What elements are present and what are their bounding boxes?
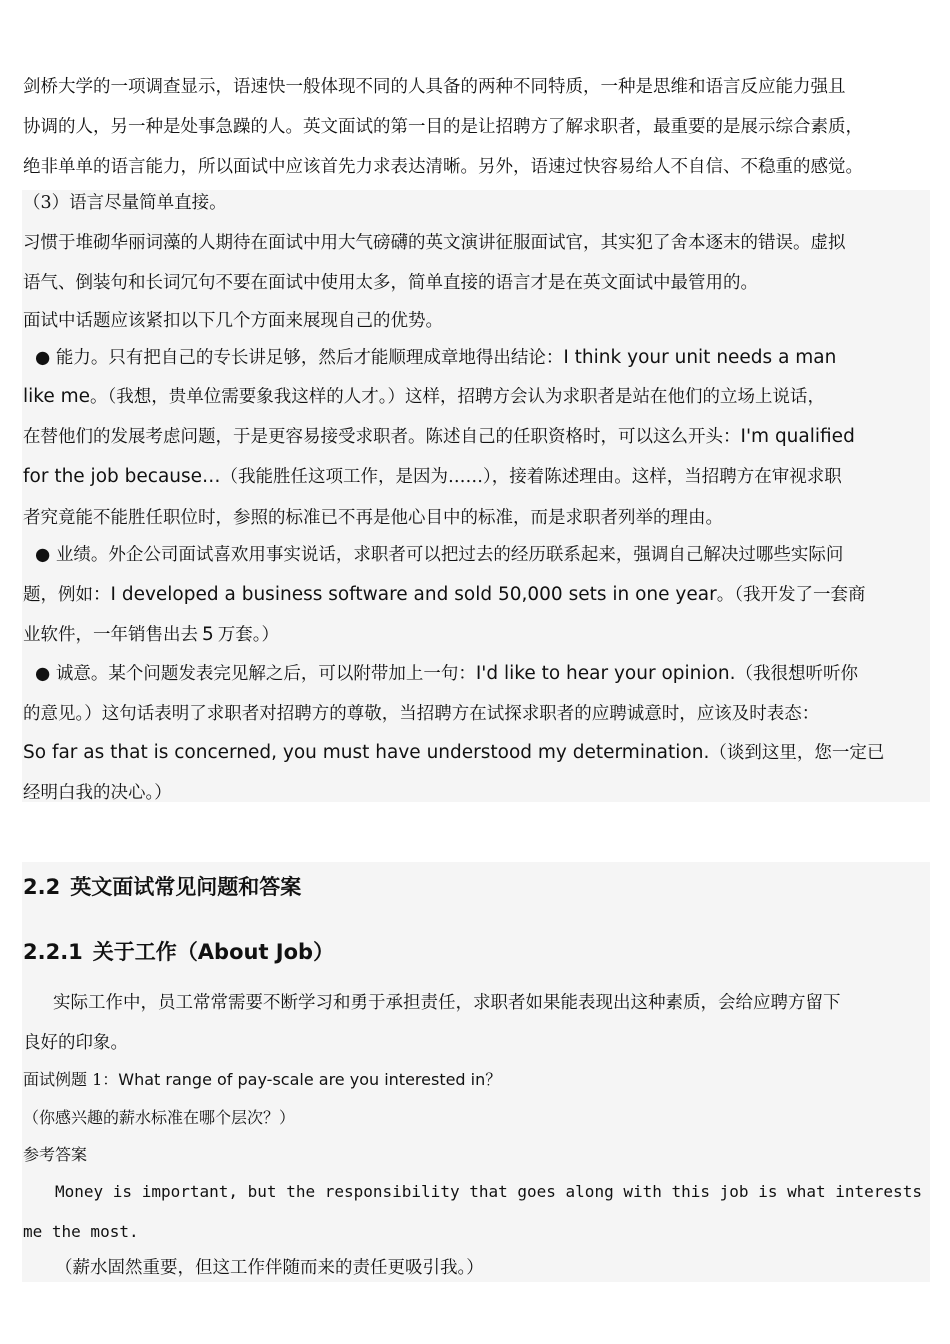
paragraph-line: 习惯于堆砌华丽词藻的人期待在面试中用大气磅礴的英文演讲征服面试官，其实犯了舍本逐末的错误。虚拟 [23,233,846,253]
bullet-line: for the job because…（我能胜任这项工作，是因为……），接着陈述理由。这样，当招聘方在审视求职 [23,466,842,487]
bullet-item-ability: ● 能力。只有把自己的专长讲足够，然后才能顺理成章地得出结论：I think your unit needs a man [35,347,837,368]
section-heading-2-2: 2.2 英文面试常见问题和答案 [23,875,302,899]
answer-line: Money is important, but the responsibility that goes along with this job is what interests [55,1182,922,1201]
paragraph-line: 语气、倒装句和长词冗句不要在面试中使用太多，简单直接的语言才是在英文面试中最管用的。 [23,273,758,293]
bullet-icon: ● [35,545,51,565]
bullet-icon: ● [35,348,51,368]
paragraph-line: 剑桥大学的一项调查显示，语速快一般体现不同的人具备的两种不同特质，一种是思维和语言反应能力强且 [23,77,846,97]
bullet-line: 者究竟能不能胜任职位时，参照的标准已不再是他心目中的标准，而是求职者列举的理由。 [23,508,723,528]
answer-translation: （薪水固然重要，但这工作伴随而来的责任更吸引我。） [55,1258,484,1278]
point-heading: （3）语言尽量简单直接。 [23,193,227,213]
paragraph-line: 协调的人，另一种是处事急躁的人。英文面试的第一目的是让招聘方了解求职者，最重要的是展示综合素质， [23,117,863,137]
answer-label: 参考答案 [23,1145,88,1164]
paragraph-line: 实际工作中，员工常常需要不断学习和勇于承担责任，求职者如果能表现出这种素质，会给应聘方留下 [53,993,841,1013]
paragraph-line: 绝非单单的语言能力，所以面试中应该首先力求表达清晰。另外，语速过快容易给人不自信、不稳重的感觉。 [23,157,863,177]
section-heading-2-2-1: 2.2.1 关于工作（About Job） [23,940,335,964]
intro-line: 面试中话题应该紧扣以下几个方面来展现自己的优势。 [23,311,443,331]
bullet-line: 经明白我的决心。） [23,783,172,803]
bullet-icon: ● [35,664,51,684]
bullet-item-achievement: ● 业绩。外企公司面试喜欢用事实说话，求职者可以把过去的经历联系起来，强调自己解决过哪些实际问 [35,545,844,565]
bullet-item-sincerity: ● 诚意。某个问题发表完见解之后，可以附带加上一句：I'd like to hear your opinion.（我很想听听你 [35,663,858,684]
bullet-line: So far as that is concerned, you must have understood my determination.（谈到这里，您一定已 [23,742,885,763]
example-question: 面试例题 1：What range of pay-scale are you interested in？ [23,1070,502,1089]
bullet-line: 在替他们的发展考虑问题，于是更容易接受求职者。陈述自己的任职资格时，可以这么开头：I'm qualified [23,426,855,447]
bullet-line: like me。（我想，贵单位需要象我这样的人才。）这样，招聘方会认为求职者是站在他们的立场上说话， [23,386,825,407]
answer-line: me the most. [23,1222,139,1241]
bullet-line: 业软件，一年销售出去 5 万套。） [23,624,280,645]
example-translation: （你感兴趣的薪水标准在哪个层次？） [23,1108,296,1127]
paragraph-line: 良好的印象。 [23,1033,128,1053]
bullet-line: 题，例如：I developed a business software and sold 50,000 sets in one year。（我开发了一套商 [23,584,866,605]
bullet-line: 的意见。）这句话表明了求职者对招聘方的尊敬，当招聘方在试探求职者的应聘诚意时，应该及时表态： [23,704,820,724]
